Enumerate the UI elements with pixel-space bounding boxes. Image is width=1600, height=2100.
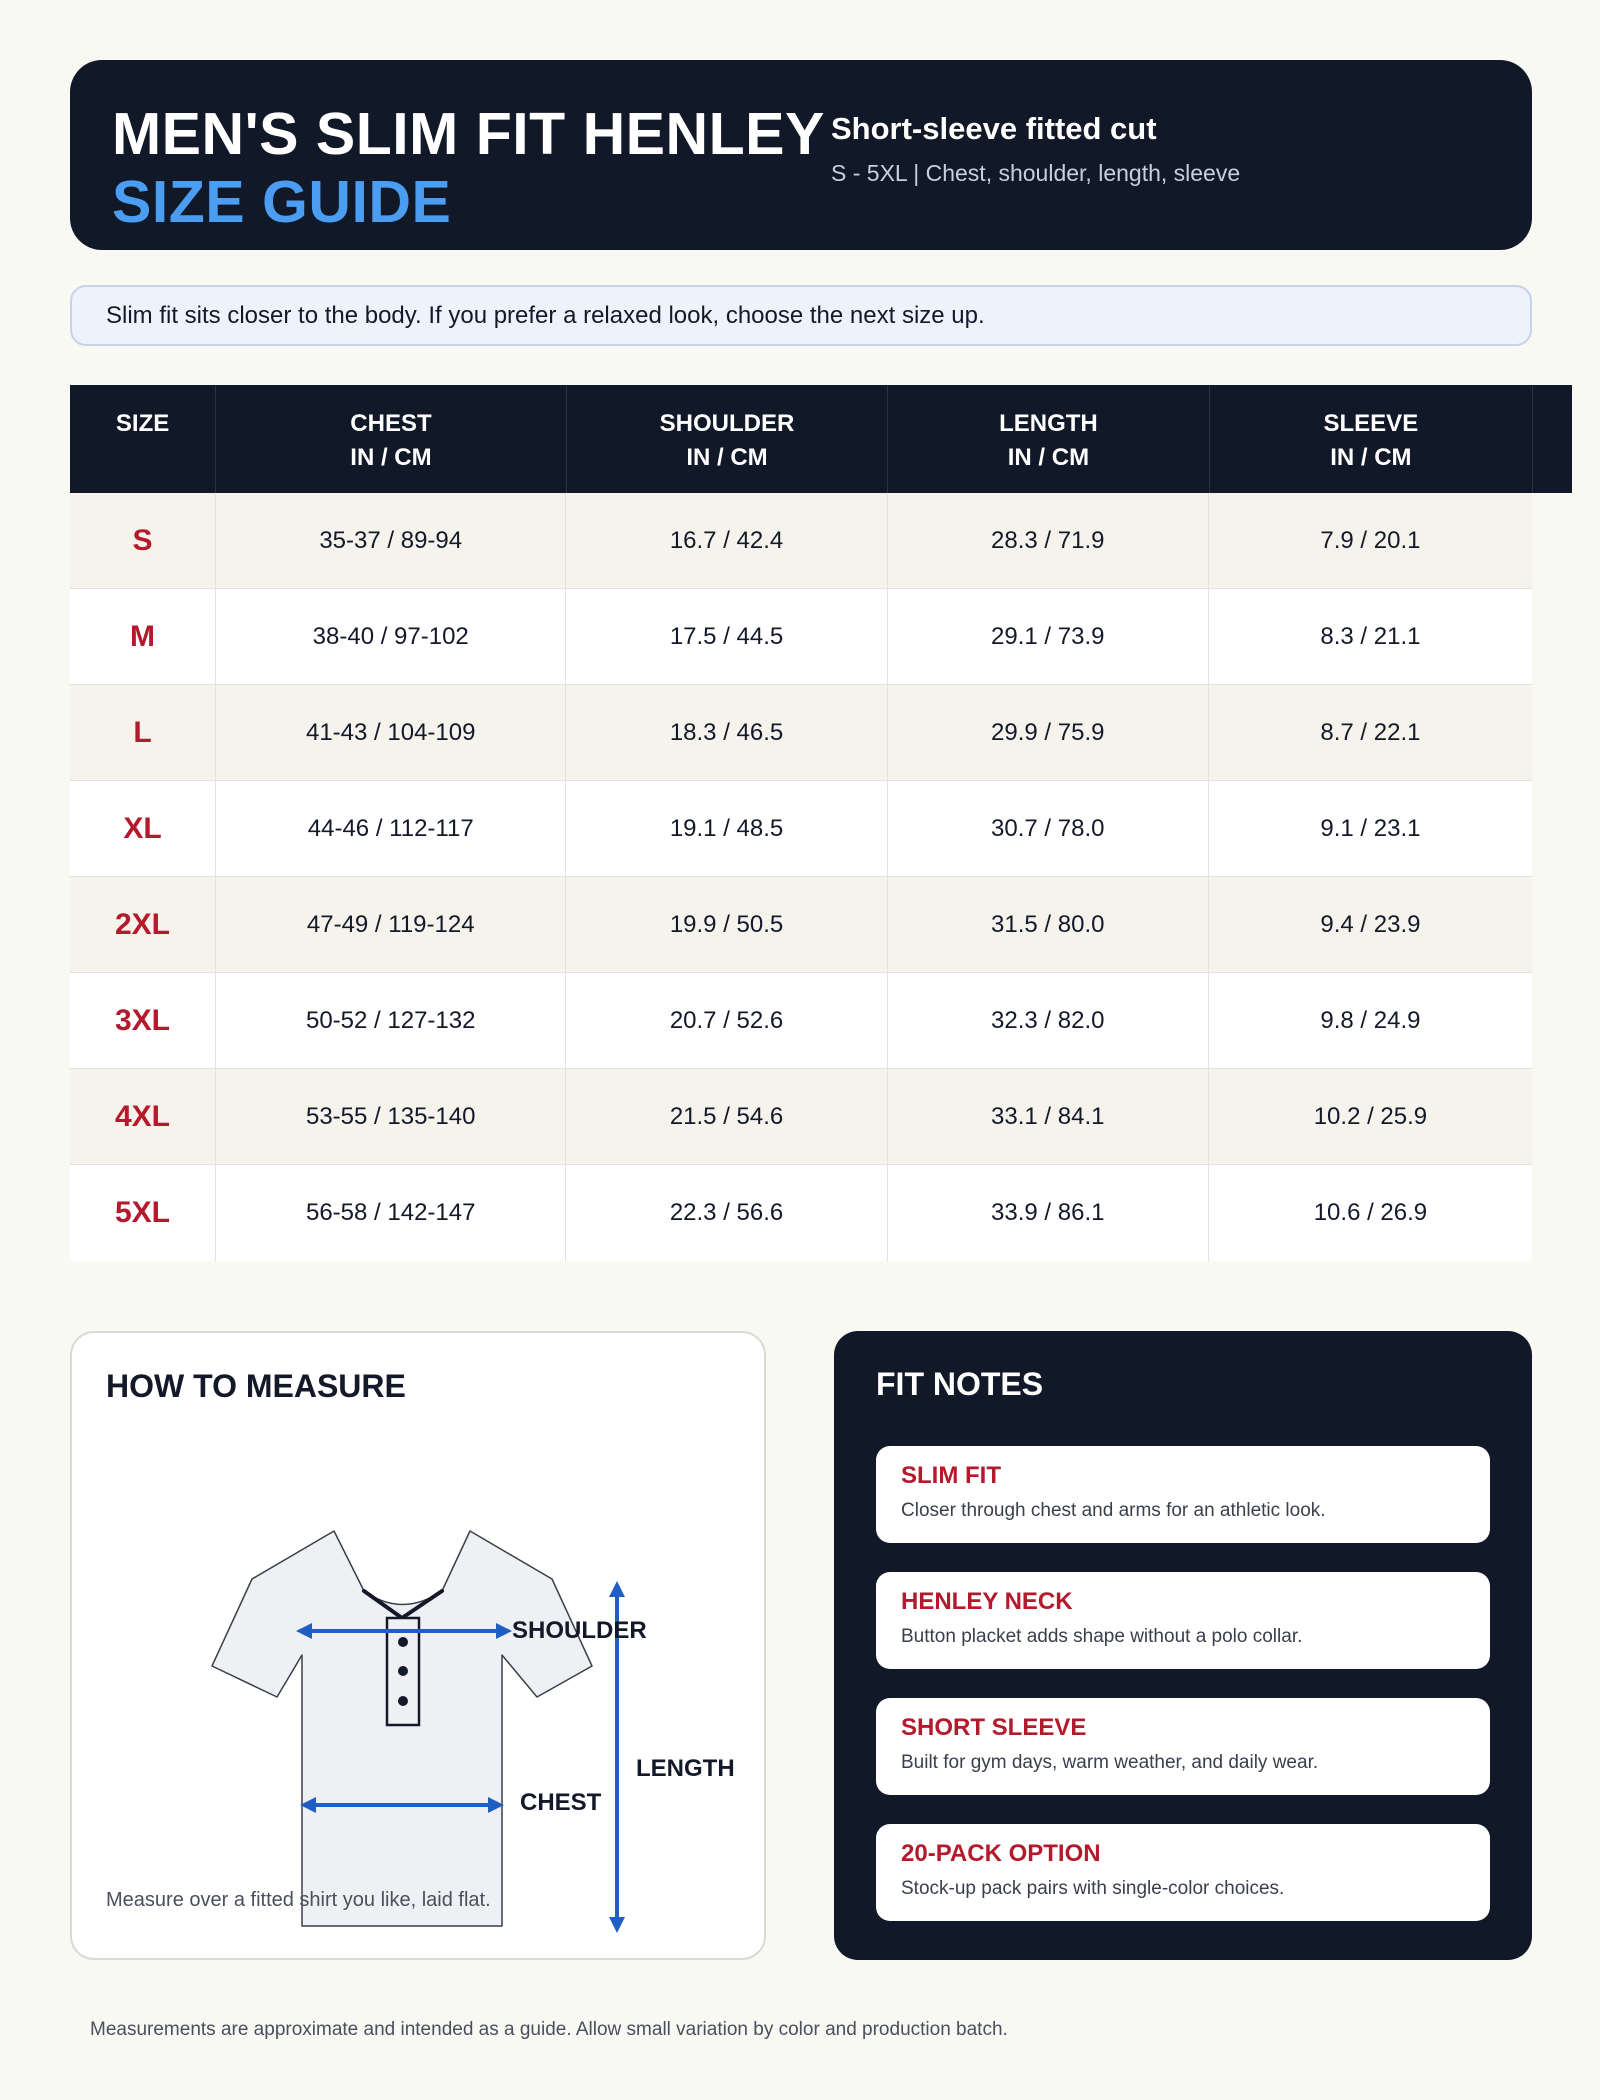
size-table — [70, 385, 1572, 1261]
fit-notice: Slim fit sits closer to the body. If you prefer a relaxed look, choose the next size up. — [70, 285, 1532, 346]
length-cell: 33.1 / 84.1 — [888, 1069, 1209, 1164]
measure-note: Measure over a fitted shirt you like, laid flat. — [106, 1889, 491, 1911]
sleeve-cell: 9.8 / 24.9 — [1320, 1007, 1421, 1034]
shoulder-cell: 20.7 / 52.6 — [566, 973, 887, 1068]
sleeve-cell: 10.6 / 26.9 — [1313, 1199, 1428, 1226]
shirt-diagram — [72, 1333, 768, 1962]
shirt-outline — [212, 1531, 592, 1926]
table-header — [70, 385, 1572, 493]
length-cell: 29.1 / 73.9 — [888, 589, 1209, 684]
button-dot — [398, 1666, 408, 1676]
column-header-label: LENGTH — [999, 410, 1098, 437]
size-label: 3XL — [70, 973, 216, 1068]
button-dot — [398, 1696, 408, 1706]
column-header-shoulder — [567, 385, 888, 493]
sleeve-cell: 10.2 / 25.9 — [1313, 1103, 1428, 1130]
header-overhang — [1533, 385, 1572, 493]
column-header-label: SHOULDER — [659, 410, 795, 437]
table-row — [70, 877, 1532, 973]
table-row — [70, 685, 1532, 781]
header-subtext: S - 5XL | Chest, shoulder, length, sleeve — [831, 160, 1241, 186]
size-label: XL — [70, 781, 216, 876]
column-header-label: SLEEVE — [1323, 410, 1419, 437]
column-header-unit: IN / CM — [350, 444, 432, 471]
table-row — [70, 781, 1532, 877]
fit-note-desc: Button placket adds shape without a polo collar. — [901, 1626, 1303, 1647]
fit-note-title: SLIM FIT — [901, 1462, 1001, 1489]
measure-title: HOW TO MEASURE — [106, 1368, 406, 1404]
fit-note-title: HENLEY NECK — [901, 1588, 1073, 1615]
fit-note-title: SHORT SLEEVE — [901, 1714, 1087, 1741]
chest-cell: 53-55 / 135-140 — [216, 1069, 566, 1164]
shoulder-cell: 16.7 / 42.4 — [566, 493, 887, 588]
header-subtitle: Short-sleeve fitted cut — [831, 111, 1157, 146]
column-header-length — [888, 385, 1209, 493]
shoulder-cell: 17.5 / 44.5 — [566, 589, 887, 684]
fit-notes-title: FIT NOTES — [876, 1366, 1044, 1402]
size-label: 5XL — [70, 1165, 216, 1261]
length-arrowhead-bottom — [609, 1917, 625, 1933]
column-header-label: SIZE — [115, 410, 170, 437]
chest-cell: 35-37 / 89-94 — [216, 493, 566, 588]
table-row — [70, 1069, 1532, 1165]
fit-note-card — [876, 1572, 1490, 1669]
how-to-measure-panel — [70, 1331, 766, 1960]
column-header-unit: IN / CM — [686, 444, 768, 471]
table-row — [70, 589, 1532, 685]
length-cell: 31.5 / 80.0 — [888, 877, 1209, 972]
column-header-size — [70, 385, 216, 493]
fit-note-desc: Built for gym days, warm weather, and daily wear. — [901, 1752, 1319, 1773]
fit-note-card — [876, 1824, 1490, 1921]
chest-cell: 56-58 / 142-147 — [216, 1165, 566, 1261]
page-title: MEN'S SLIM FIT HENLEY — [112, 101, 825, 167]
length-cell: 29.9 / 75.9 — [888, 685, 1209, 780]
chest-cell: 41-43 / 104-109 — [216, 685, 566, 780]
shoulder-cell: 19.9 / 50.5 — [566, 877, 887, 972]
fit-note-card — [876, 1446, 1490, 1543]
fit-note-card — [876, 1698, 1490, 1795]
fit-notes-panel — [834, 1331, 1532, 1960]
size-label: L — [70, 685, 216, 780]
chest-cell: 47-49 / 119-124 — [216, 877, 566, 972]
header-banner — [70, 60, 1532, 250]
column-header-unit: IN / CM — [1330, 444, 1412, 471]
shoulder-label: SHOULDER — [512, 1617, 647, 1644]
table-row — [70, 973, 1532, 1069]
sleeve-cell: 9.4 / 23.9 — [1320, 911, 1421, 938]
column-header-chest — [216, 385, 567, 493]
footer-disclaimer: Measurements are approximate and intended as a guide. Allow small variation by color and production batch. — [90, 2019, 1008, 2040]
size-label: S — [70, 493, 216, 588]
table-row — [70, 1165, 1532, 1261]
length-arrowhead-top — [609, 1581, 625, 1597]
size-label: M — [70, 589, 216, 684]
column-header-unit: IN / CM — [1007, 444, 1090, 471]
column-header-label: CHEST — [350, 410, 432, 437]
length-cell: 32.3 / 82.0 — [888, 973, 1209, 1068]
size-label: 4XL — [70, 1069, 216, 1164]
sleeve-cell: 8.7 / 22.1 — [1320, 719, 1421, 746]
chest-cell: 38-40 / 97-102 — [216, 589, 566, 684]
length-cell: 28.3 / 71.9 — [888, 493, 1209, 588]
shoulder-cell: 18.3 / 46.5 — [566, 685, 887, 780]
page-title-accent: SIZE GUIDE — [112, 169, 452, 235]
shoulder-cell: 19.1 / 48.5 — [566, 781, 887, 876]
length-cell: 33.9 / 86.1 — [888, 1165, 1209, 1261]
shoulder-cell: 21.5 / 54.6 — [566, 1069, 887, 1164]
sleeve-cell: 9.1 / 23.1 — [1320, 815, 1421, 842]
chest-cell: 50-52 / 127-132 — [216, 973, 566, 1068]
column-header-sleeve — [1210, 385, 1533, 493]
table-body — [70, 493, 1532, 1261]
chest-cell: 44-46 / 112-117 — [216, 781, 566, 876]
fit-note-desc: Stock-up pack pairs with single-color choices. — [901, 1878, 1285, 1899]
length-cell: 30.7 / 78.0 — [888, 781, 1209, 876]
chest-label: CHEST — [520, 1789, 602, 1816]
fit-note-desc: Closer through chest and arms for an athletic look. — [901, 1500, 1326, 1521]
fit-note-title: 20-PACK OPTION — [901, 1840, 1101, 1867]
table-row — [70, 493, 1532, 589]
sleeve-cell: 7.9 / 20.1 — [1320, 527, 1421, 554]
shoulder-cell: 22.3 / 56.6 — [566, 1165, 887, 1261]
button-dot — [398, 1637, 408, 1647]
length-label: LENGTH — [636, 1755, 735, 1782]
size-label: 2XL — [70, 877, 216, 972]
sleeve-cell: 8.3 / 21.1 — [1320, 623, 1421, 650]
